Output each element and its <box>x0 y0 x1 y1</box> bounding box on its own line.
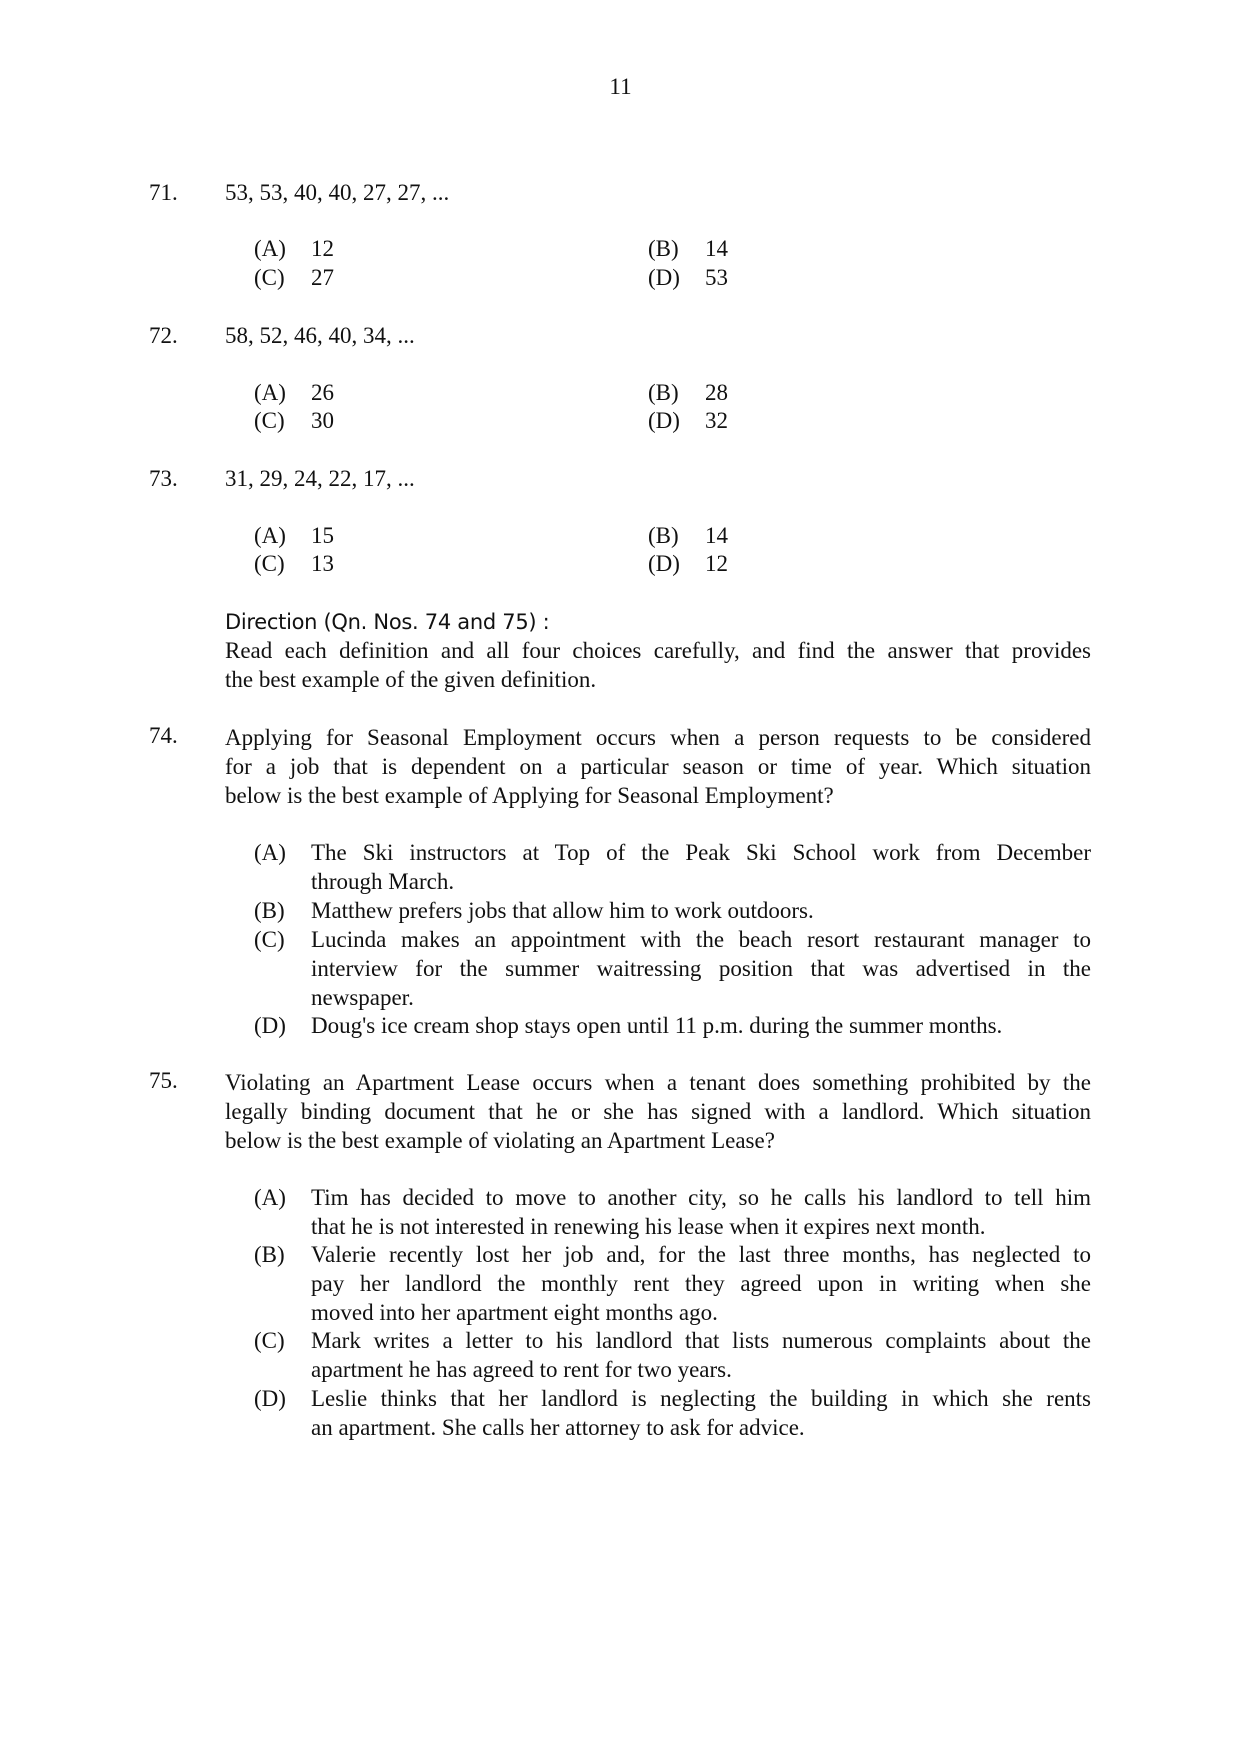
question-number-73: 73. <box>149 466 178 491</box>
option-letter: (B) <box>254 1242 285 1267</box>
option-text-72-a: 26 <box>311 380 334 405</box>
stem-line: for a job that is dependent on a particular season or time of year. Which situation <box>225 754 1091 779</box>
option-text-71-d: 53 <box>705 265 728 290</box>
option-line: Matthew prefers jobs that allow him to work outdoors. <box>311 898 814 923</box>
stem-line: Applying for Seasonal Employment occurs when a person requests to be considered <box>225 725 1091 750</box>
option-letter-73-c: (C) <box>254 551 285 576</box>
option-line: interview for the summer waitressing position that was advertised in the <box>311 956 1091 981</box>
option-line: through March. <box>311 869 455 894</box>
option-text-73-b: 14 <box>705 523 728 548</box>
option-74-c <box>254 925 1091 1012</box>
option-letter: (A) <box>254 840 286 865</box>
option-74-d <box>254 1011 1091 1040</box>
option-line: that he is not interested in renewing his lease when it expires next month. <box>311 1214 986 1239</box>
option-line: Leslie thinks that her landlord is neglecting the building in which she rents <box>311 1386 1091 1411</box>
question-number-72: 72. <box>149 323 178 348</box>
option-text-71-a: 12 <box>311 236 334 261</box>
option-letter: (A) <box>254 1185 286 1210</box>
option-line: apartment he has agreed to rent for two years. <box>311 1357 732 1382</box>
option-letter-72-c: (C) <box>254 408 285 433</box>
option-letter-72-a: (A) <box>254 380 286 405</box>
option-text-73-a: 15 <box>311 523 334 548</box>
option-line: Valerie recently lost her job and, for the last three months, has neglected to <box>311 1242 1091 1267</box>
option-letter-71-d: (D) <box>648 265 680 290</box>
direction-line: the best example of the given definition. <box>225 667 597 692</box>
option-75-a <box>254 1183 1091 1241</box>
stem-line: legally binding document that he or she has signed with a landlord. Which situation <box>225 1099 1091 1124</box>
direction-heading: Direction (Qn. Nos. 74 and 75) : <box>225 610 550 634</box>
option-letter-72-b: (B) <box>648 380 679 405</box>
question-number-71: 71. <box>149 180 178 205</box>
option-line: Lucinda makes an appointment with the beach resort restaurant manager to <box>311 927 1091 952</box>
option-line: Tim has decided to move to another city, so he calls his landlord to tell him <box>311 1185 1091 1210</box>
question-number-74: 74. <box>149 723 178 748</box>
option-letter-73-a: (A) <box>254 523 286 548</box>
option-text-72-c: 30 <box>311 408 334 433</box>
option-line: Doug's ice cream shop stays open until 11 p.m. during the summer months. <box>311 1013 1003 1038</box>
option-75-c <box>254 1326 1091 1384</box>
option-line: pay her landlord the monthly rent they agreed upon in writing when she <box>311 1271 1091 1296</box>
option-letter: (C) <box>254 1328 285 1353</box>
option-75-d <box>254 1384 1091 1442</box>
option-letter-71-c: (C) <box>254 265 285 290</box>
direction-line: Read each definition and all four choices carefully, and find the answer that provides <box>225 638 1091 663</box>
option-line: newspaper. <box>311 985 414 1010</box>
option-74-b <box>254 896 1091 925</box>
question-stem-71: 53, 53, 40, 40, 27, 27, ... <box>225 180 450 205</box>
question-number-75: 75. <box>149 1068 178 1093</box>
option-letter-71-b: (B) <box>648 236 679 261</box>
option-text-71-c: 27 <box>311 265 334 290</box>
direction-text <box>225 636 1091 694</box>
stem-line: below is the best example of Applying for Seasonal Employment? <box>225 783 834 808</box>
stem-line: Violating an Apartment Lease occurs when a tenant does something prohibited by the <box>225 1070 1091 1095</box>
question-stem-74 <box>225 723 1091 810</box>
option-letter-73-d: (D) <box>648 551 680 576</box>
option-letter: (D) <box>254 1386 286 1411</box>
option-line: an apartment. She calls her attorney to ask for advice. <box>311 1415 805 1440</box>
option-text-72-b: 28 <box>705 380 728 405</box>
option-letter: (C) <box>254 927 285 952</box>
option-letter-72-d: (D) <box>648 408 680 433</box>
question-stem-75 <box>225 1068 1091 1155</box>
option-letter: (D) <box>254 1013 286 1038</box>
option-74-a <box>254 838 1091 896</box>
stem-line: below is the best example of violating an Apartment Lease? <box>225 1128 775 1153</box>
question-stem-73: 31, 29, 24, 22, 17, ... <box>225 466 415 491</box>
option-line: Mark writes a letter to his landlord that lists numerous complaints about the <box>311 1328 1091 1353</box>
option-text-73-d: 12 <box>705 551 728 576</box>
option-line: The Ski instructors at Top of the Peak Ski School work from December <box>311 840 1091 865</box>
option-letter-73-b: (B) <box>648 523 679 548</box>
option-75-b <box>254 1240 1091 1327</box>
option-text-71-b: 14 <box>705 236 728 261</box>
option-text-72-d: 32 <box>705 408 728 433</box>
page-number: 11 <box>609 74 632 99</box>
option-text-73-c: 13 <box>311 551 334 576</box>
option-letter: (B) <box>254 898 285 923</box>
option-line: moved into her apartment eight months ago. <box>311 1300 718 1325</box>
option-letter-71-a: (A) <box>254 236 286 261</box>
question-stem-72: 58, 52, 46, 40, 34, ... <box>225 323 415 348</box>
